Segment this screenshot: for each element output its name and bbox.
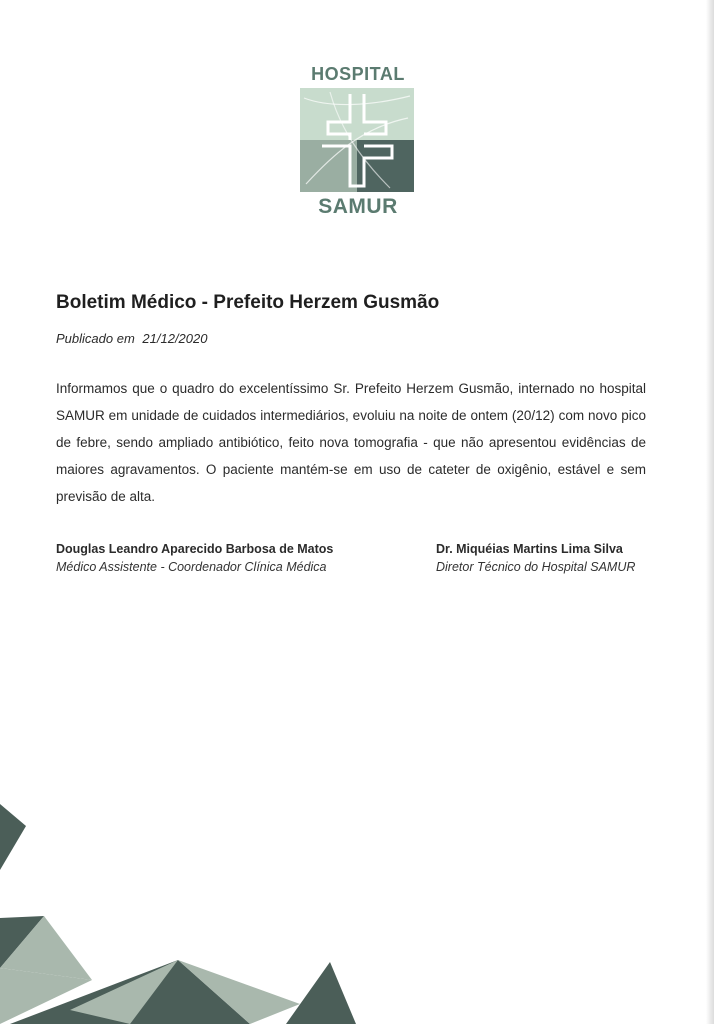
signature-role: Diretor Técnico do Hospital SAMUR bbox=[436, 560, 636, 574]
signature-block-assistant bbox=[56, 542, 333, 574]
signature-role: Médico Assistente - Coordenador Clínica Médica bbox=[56, 560, 327, 574]
logo-text-samur: SAMUR bbox=[318, 195, 398, 218]
published-line bbox=[56, 331, 207, 346]
page-title: Boletim Médico - Prefeito Herzem Gusmão bbox=[56, 292, 440, 313]
page-edge-shadow bbox=[706, 0, 714, 1024]
published-label: Publicado em bbox=[56, 331, 135, 346]
decorative-triangles bbox=[0, 790, 360, 1024]
logo-text-hospital: HOSPITAL bbox=[311, 64, 405, 84]
signature-name: Douglas Leandro Aparecido Barbosa de Matos bbox=[56, 542, 334, 556]
published-date: 21/12/2020 bbox=[142, 331, 208, 346]
signature-block-director bbox=[436, 542, 635, 574]
signature-name: Dr. Miquéias Martins Lima Silva bbox=[436, 542, 623, 556]
bulletin-body: Informamos que o quadro do excelentíssimo Sr. Prefeito Herzem Gusmão, internado no hospital SAMUR em unidade de cuidados intermediários, evoluiu na noite de ontem (20/12) com novo pico de febre, sendo ampliado antibiótico, feito nova tomografia - que não apresentou evidências de maiores agravamentos. O paciente mantém-se em uso de cateter de oxigênio, estável e sem previsão de alta. bbox=[56, 381, 646, 504]
hospital-logo bbox=[290, 62, 426, 222]
logo-cross-icon bbox=[300, 88, 414, 192]
